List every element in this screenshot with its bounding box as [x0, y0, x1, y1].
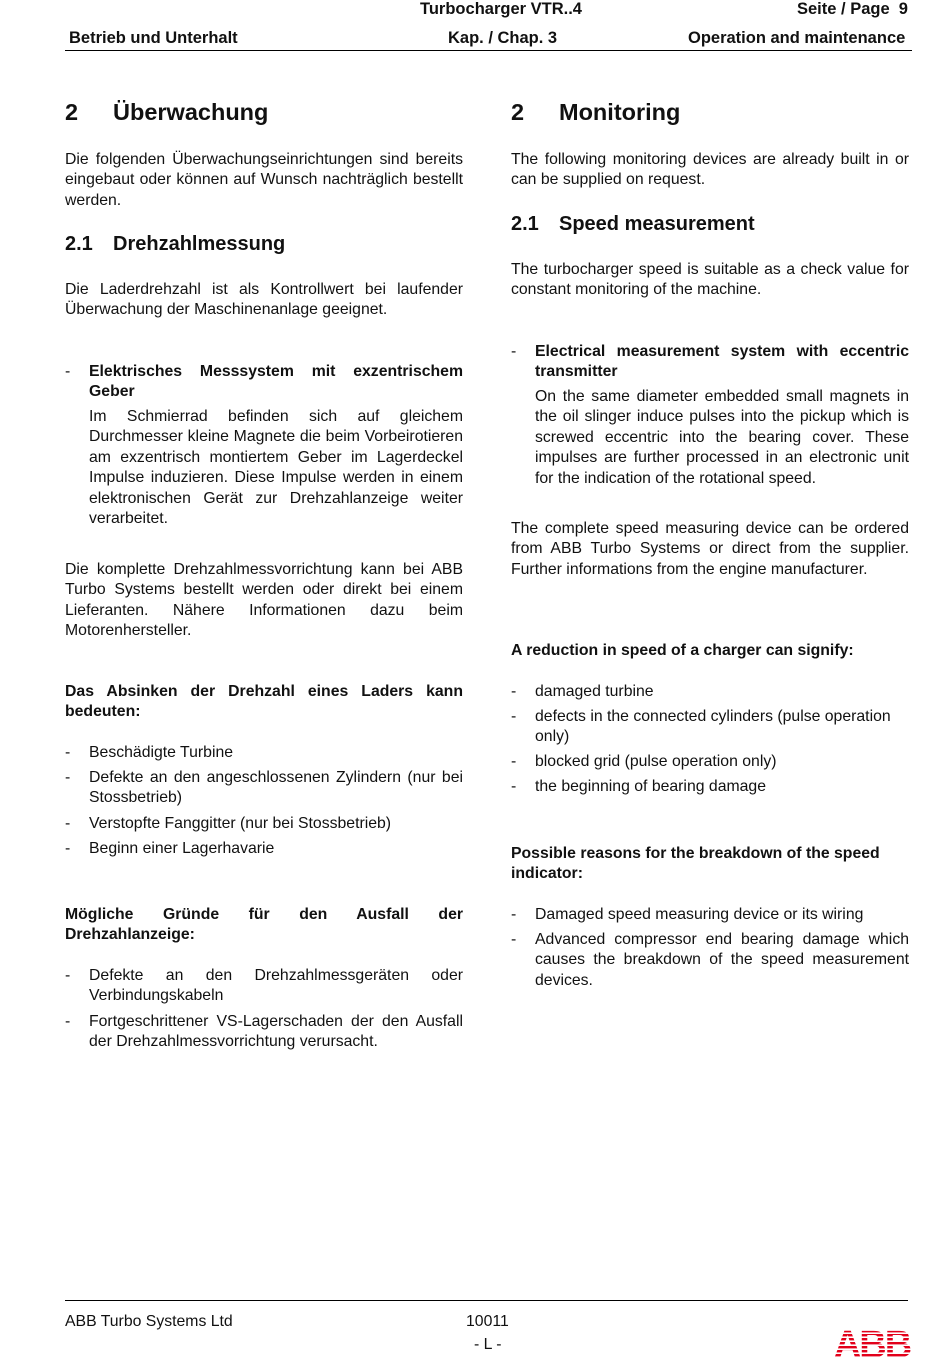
- list-item-text: Fortgeschrittener VS-Lagerschaden der den Ausfall der Drehzahlmessvorrichtung verursacht.: [89, 1013, 463, 1051]
- en-section-title: Monitoring: [559, 99, 681, 125]
- en-section-number: 2: [511, 99, 525, 125]
- bullet-dash: -: [65, 1013, 71, 1030]
- en-speed-paragraph: The turbocharger speed is suitable as a check value for constant monitoring of the machine.: [511, 261, 909, 299]
- en-reasons-heading: Possible reasons for the breakdown of the speed indicator:: [511, 845, 880, 883]
- en-intro-paragraph: The following monitoring devices are already built in or can be supplied on request.: [511, 151, 909, 189]
- abb-logo-graphic: [833, 1326, 911, 1360]
- list-item-text: Beschädigte Turbine: [89, 744, 234, 761]
- list-item-text: Advanced compressor end bearing damage which causes the breakdown of the speed measurement devices.: [535, 931, 909, 989]
- doc-title: Turbocharger VTR..4: [420, 0, 582, 18]
- en-elec-bullet: -: [511, 343, 517, 360]
- bullet-dash: -: [511, 683, 517, 700]
- bullet-dash: -: [511, 778, 517, 795]
- bullet-dash: -: [511, 753, 517, 770]
- en-elec-title: Electrical measurement system with eccentric transmitter: [535, 343, 909, 381]
- page-number: Seite / Page 9: [797, 0, 908, 18]
- de-section-title: Überwachung: [113, 99, 269, 125]
- list-item-text: the beginning of bearing damage: [535, 778, 766, 795]
- footer-company: ABB Turbo Systems Ltd: [65, 1313, 233, 1330]
- list-item-text: defects in the connected cylinders (pulse operation only): [535, 708, 891, 746]
- de-subsection-number: 2.1: [65, 233, 93, 255]
- bullet-dash: -: [511, 708, 517, 725]
- de-complete-paragraph: Die komplette Drehzahlmessvorrichtung kann bei ABB Turbo Systems bestellt werden oder direkt bei einem Lieferanten. Nähere Informationen dazu beim Motorenhersteller.: [65, 561, 463, 640]
- bullet-dash: -: [511, 906, 517, 923]
- list-item-text: Defekte an den Drehzahlmessgeräten oder Verbindungskabeln: [89, 967, 463, 1005]
- de-speed-paragraph: Die Laderdrehzahl ist als Kontrollwert bei laufender Überwachung der Maschinenanlage geeignet.: [65, 281, 463, 319]
- en-subsection-title: Speed measurement: [559, 213, 755, 235]
- bullet-dash: -: [65, 840, 71, 857]
- footer-revision: - L -: [474, 1336, 502, 1353]
- bullet-dash: -: [65, 769, 71, 786]
- footer-divider: [65, 1300, 908, 1301]
- de-reduction-heading: Das Absinken der Drehzahl eines Laders kann bedeuten:: [65, 683, 463, 721]
- de-intro-paragraph: Die folgenden Überwachungseinrichtungen sind bereits eingebaut oder können auf Wunsch nachträglich bestellt werden.: [65, 151, 463, 209]
- list-item-text: Verstopfte Fanggitter (nur bei Stossbetrieb): [89, 815, 392, 832]
- bullet-dash: -: [65, 815, 71, 832]
- list-item-text: damaged turbine: [535, 683, 654, 700]
- header-right-section: Operation and maintenance: [688, 29, 906, 47]
- de-elec-bullet: -: [65, 363, 71, 380]
- header-divider: [65, 50, 912, 51]
- de-subsection-title: Drehzahlmessung: [113, 233, 286, 255]
- list-item-text: Damaged speed measuring device or its wiring: [535, 906, 864, 923]
- bullet-dash: -: [511, 931, 517, 948]
- de-elec-title: Elektrisches Messsystem mit exzentrischem Geber: [89, 363, 463, 401]
- abb-logo: [833, 1326, 911, 1360]
- de-reasons-heading: Mögliche Gründe für den Ausfall der Drehzahlanzeige:: [65, 906, 463, 944]
- de-section-number: 2: [65, 99, 79, 125]
- en-complete-paragraph: The complete speed measuring device can be ordered from ABB Turbo Systems or direct from the supplier. Further informations from the engine manufacturer.: [511, 520, 909, 578]
- en-reduction-heading: A reduction in speed of a charger can signify:: [511, 642, 854, 659]
- en-subsection-number: 2.1: [511, 213, 539, 235]
- list-item-text: blocked grid (pulse operation only): [535, 753, 777, 770]
- header-chapter: Kap. / Chap. 3: [448, 29, 558, 47]
- bullet-dash: -: [65, 967, 71, 984]
- header-left-section: Betrieb und Unterhalt: [69, 29, 238, 47]
- en-elec-paragraph: On the same diameter embedded small magnets in the oil slinger induce pulses into the pickup which is screwed eccentric into the bearing cover. These impulses are further processed in an electronic unit for the indication of the rotational speed.: [535, 388, 909, 487]
- svg-text:ABB: ABB: [833, 1326, 911, 1360]
- list-item-text: Defekte an den angeschlossenen Zylindern (nur bei Stossbetrieb): [89, 769, 463, 807]
- footer-doc-number: 10011: [466, 1313, 509, 1330]
- list-item-text: Beginn einer Lagerhavarie: [89, 840, 275, 857]
- bullet-dash: -: [65, 744, 71, 761]
- de-elec-paragraph: Im Schmierrad befinden sich auf gleichem Durchmesser kleine Magnete die beim Vorbeirotieren am exzentrisch montiertem Geber im Lagerdeckel Impulse induzieren. Diese Impulse werden in einem elektronischen Gerät zur Drehzahlanzeige weiter verarbeitet.: [89, 408, 463, 528]
